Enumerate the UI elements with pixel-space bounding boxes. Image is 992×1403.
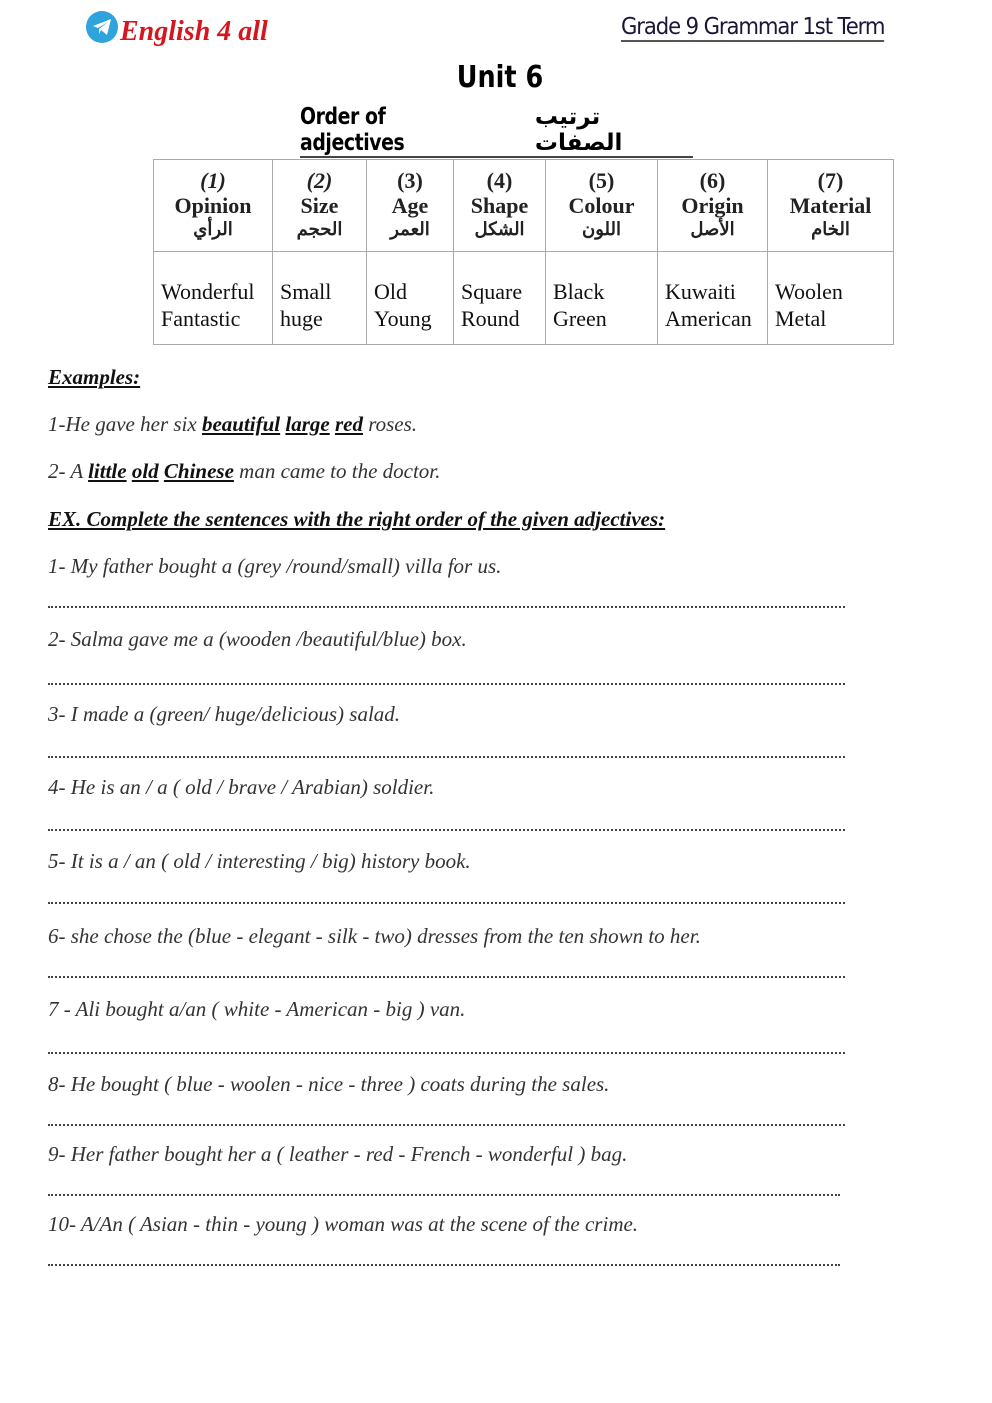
answer-line[interactable] [48, 976, 845, 978]
exercise-question: 4- He is an / a ( old / brave / Arabian) soldier. [48, 775, 435, 799]
example-cell: Square Round [454, 252, 546, 345]
answer-line[interactable] [48, 1264, 840, 1266]
example-2: 2- A little old Chinese man came to the doctor. [48, 459, 441, 483]
exercise-question: 2- Salma gave me a (wooden /beautiful/blue) box. [48, 627, 467, 651]
exercise-question: 5- It is a / an ( old / interesting / big) history book. [48, 849, 471, 873]
answer-line[interactable] [48, 829, 845, 831]
answer-line[interactable] [48, 683, 845, 685]
example-cell: Black Green [546, 252, 658, 345]
answer-line[interactable] [48, 1124, 845, 1126]
exercise-heading: EX. Complete the sentences with the right order of the given adjectives: [48, 507, 666, 531]
page-title: Unit 6 [456, 60, 544, 95]
header-cell: (7) Material الخام [768, 160, 894, 252]
brand-name: English 4 all [120, 16, 268, 47]
grade-title: Grade 9 Grammar 1st Term [621, 14, 885, 40]
header-cell: (6) Origin الأصل [658, 160, 768, 252]
exercise-question: 7 - Ali bought a/an ( white - American - big ) van. [48, 997, 466, 1021]
answer-line[interactable] [48, 902, 845, 904]
example-cell: Old Young [367, 252, 454, 345]
telegram-icon [86, 11, 118, 43]
exercise-question: 9- Her father bought her a ( leather - red - French - wonderful ) bag. [48, 1142, 628, 1166]
header-cell: (5) Colour اللون [546, 160, 658, 252]
adjective-order-table [153, 159, 894, 345]
answer-line[interactable] [48, 1194, 840, 1196]
example-cell: Wonderful Fantastic [154, 252, 273, 345]
exercise-question: 3- I made a (green/ huge/delicious) salad. [48, 702, 401, 726]
header-cell: (3) Age العمر [367, 160, 454, 252]
answer-line[interactable] [48, 756, 845, 758]
example-cell: Woolen Metal [768, 252, 894, 345]
exercise-question: 1- My father bought a (grey /round/small) villa for us. [48, 554, 502, 578]
answer-line[interactable] [48, 1052, 845, 1054]
subtitle-en: Order of adjectives [300, 104, 405, 156]
exercise-question: 6- she chose the (blue - elegant - silk - two) dresses from the ten shown to her. [48, 924, 701, 948]
exercise-question: 10- A/An ( Asian - thin - young ) woman was at the scene of the crime. [48, 1212, 639, 1236]
example-cell: Small huge [273, 252, 367, 345]
example-1: 1-He gave her six beautiful large red roses. [48, 412, 418, 436]
header-cell: (2) Size الحجم [273, 160, 367, 252]
subtitle-ar: ترتيب الصفات [534, 104, 623, 156]
header-cell: (4) Shape الشكل [454, 160, 546, 252]
example-cell: Kuwaiti American [658, 252, 768, 345]
brand [86, 6, 268, 48]
answer-line[interactable] [48, 606, 845, 608]
header-cell: (1) Opinion الرأي [154, 160, 273, 252]
examples-heading: Examples: [48, 365, 141, 389]
subtitle [300, 104, 693, 158]
exercise-question: 8- He bought ( blue - woolen - nice - three ) coats during the sales. [48, 1072, 610, 1096]
